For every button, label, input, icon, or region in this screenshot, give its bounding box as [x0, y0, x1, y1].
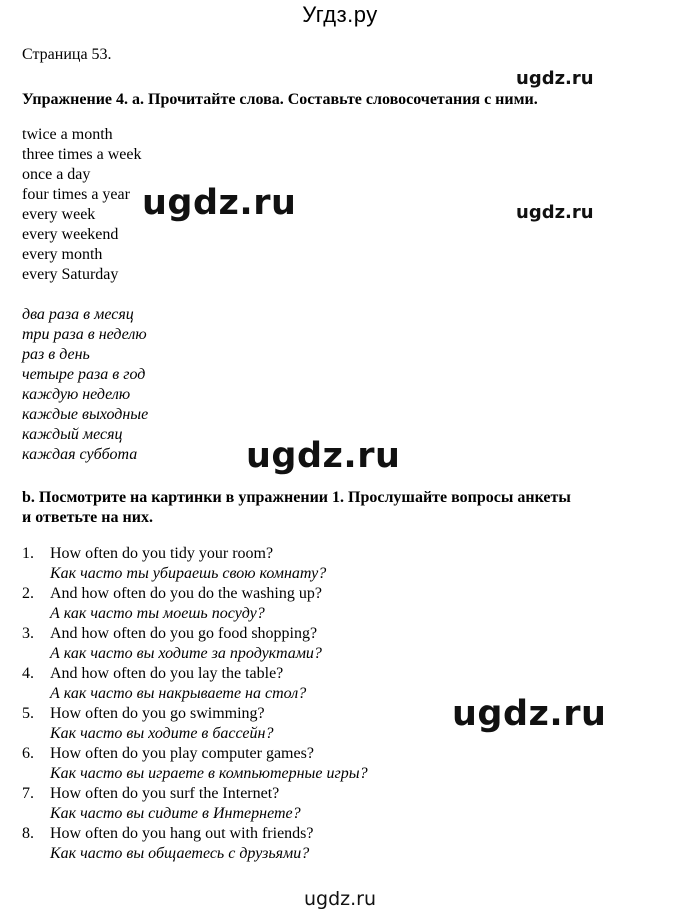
question-number: 2. [22, 585, 34, 602]
question-english: How often do you hang out with friends? [50, 825, 314, 842]
question-number: 8. [22, 825, 34, 842]
question-english: How often do you play computer games? [50, 745, 314, 762]
question-russian: Как часто вы ходите в бассейн? [50, 725, 274, 742]
question-russian: Как часто ты убираешь свою комнату? [50, 565, 327, 582]
list-item: every week [22, 206, 96, 223]
exercise-b-title-line: и ответьте на них. [22, 509, 153, 526]
question-number: 5. [22, 705, 34, 722]
question-english: And how often do you go food shopping? [50, 625, 318, 642]
question-english: And how often do you lay the table? [50, 665, 284, 682]
watermark: ugdz.ru [142, 183, 297, 223]
list-item: every month [22, 246, 103, 263]
question-number: 4. [22, 665, 34, 682]
question-russian: Как часто вы сидите в Интернете? [50, 805, 301, 822]
list-item: every weekend [22, 226, 119, 243]
question-english: How often do you surf the Internet? [50, 785, 280, 802]
list-item: four times a year [22, 186, 130, 203]
question-russian: А как часто вы накрываете на стол? [50, 685, 307, 702]
list-item: every Saturday [22, 266, 119, 283]
site-title: Угдз.ру [302, 2, 378, 27]
list-item: каждый месяц [22, 426, 123, 443]
watermark: ugdz.ru [516, 202, 594, 223]
list-item: каждая суббота [22, 446, 138, 463]
list-item: once a day [22, 166, 91, 183]
list-item: twice a month [22, 126, 113, 143]
question-english: How often do you go swimming? [50, 705, 265, 722]
watermark: ugdz.ru [246, 436, 401, 476]
watermark: ugdz.ru [516, 68, 594, 89]
list-item: раз в день [22, 346, 90, 363]
english-words-list [22, 125, 142, 285]
list-item: каждые выходные [22, 406, 149, 423]
list-item: четыре раза в год [22, 366, 146, 383]
question-russian: А как часто вы ходите за продуктами? [50, 645, 322, 662]
question-number: 3. [22, 625, 34, 642]
watermark: ugdz.ru [452, 694, 607, 734]
footer-watermark: ugdz.ru [303, 888, 377, 910]
exercise-a-title: Упражнение 4. а. Прочитайте слова. Составьте словосочетания с ними. [22, 91, 538, 108]
list-item: three times a week [22, 146, 142, 163]
question-english: How often do you tidy your room? [50, 545, 274, 562]
question-russian: А как часто ты моешь посуду? [50, 605, 265, 622]
exercise-b-title-line: b. Посмотрите на картинки в упражнении 1. Прослушайте вопросы анкеты [22, 489, 571, 506]
question-russian: Как часто вы играете в компьютерные игры? [50, 765, 368, 782]
list-item: три раза в неделю [22, 326, 147, 343]
exercise-b-title [22, 488, 662, 528]
question-number: 6. [22, 745, 34, 762]
list-item: два раза в месяц [22, 306, 134, 323]
page-label: Страница 53. [22, 46, 112, 63]
list-item: каждую неделю [22, 386, 131, 403]
question-english: And how often do you do the washing up? [50, 585, 322, 602]
question-number: 7. [22, 785, 34, 802]
russian-translations-list [22, 305, 148, 465]
question-russian: Как часто вы общаетесь с друзьями? [50, 845, 310, 862]
question-number: 1. [22, 545, 34, 562]
